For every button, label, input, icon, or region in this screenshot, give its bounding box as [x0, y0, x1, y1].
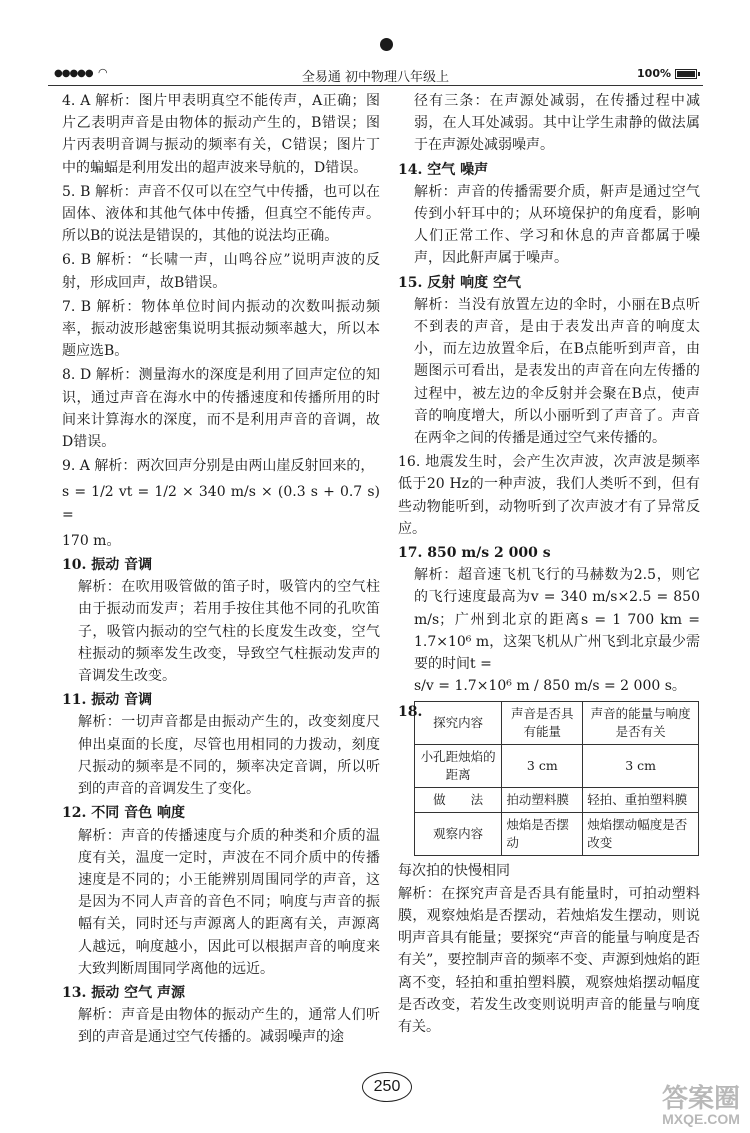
answer-17-head: 17. 850 m/s 2 000 s — [398, 545, 551, 562]
answer-9-head: 9. A 解析：两次回声分别是由两山崖反射回来的， — [62, 458, 375, 475]
table-cell: 拍动塑料膜 — [502, 788, 583, 813]
answer-14-body: 解析：声音的传播需要介质，鼾声是通过空气传到小轩耳中的；从环境保护的角度看，影响人们正常工作、学习和休息的声音都属于噪声，因此鼾声属于噪声。 — [414, 183, 700, 267]
book-title: 全易通 初中物理八年级上 — [301, 70, 450, 85]
watermark-logo — [662, 1085, 740, 1127]
table-cell: 轻拍、重拍塑料膜 — [583, 788, 699, 813]
table-row — [415, 788, 699, 813]
page-number: 250 — [362, 1072, 412, 1102]
battery-percent: 100% — [637, 67, 671, 80]
answer-14-head: 14. 空气 噪声 — [398, 161, 489, 178]
table-cell: 烛焰是否摆动 — [502, 813, 583, 856]
table-cell: 小孔距烛焰的距离 — [415, 745, 502, 788]
answer-5: 5. B 解析：声音不仅可以在空气中传播，也可以在固体、液体和其他气体中传播，但真空不能传声。所以B的说法是错误的，其他的说法均正确。 — [62, 183, 380, 245]
signal-icon: ●●●●● — [54, 68, 93, 79]
table-cell: 声音是否具有能量 — [502, 702, 583, 745]
status-bar — [48, 64, 703, 86]
table-row — [415, 745, 699, 788]
table-row — [415, 702, 699, 745]
camera-dot — [380, 38, 393, 51]
table-cell: 做 法 — [415, 788, 502, 813]
answer-17-body: 解析：超音速飞机飞行的马赫数为2.5，则它的飞行速度最高为v = 340 m/s×2.5 = 850 m/s；广州到北京的距离s = 1 700 km = 1.7×10⁶ m，这架飞机从广州飞到北京最少需要的时间t = — [414, 567, 700, 673]
answer-10-head: 10. 振动 音调 — [62, 557, 153, 574]
answer-13-head: 13. 振动 空气 声源 — [62, 984, 185, 1001]
answer-7: 7. B 解析：物体单位时间内振动的次数叫振动频率，振动波形越密集说明其振动频率越大，所以本题应选B。 — [62, 298, 380, 360]
answer-18-num: 18. — [398, 704, 423, 721]
battery-icon — [675, 69, 697, 79]
table-cell: 声音的能量与响度是否有关 — [583, 702, 699, 745]
table-cell: 观察内容 — [415, 813, 502, 856]
wifi-icon: ◠ — [98, 66, 108, 79]
table-cell: 烛焰摆动幅度是否改变 — [583, 813, 699, 856]
experiment-table — [414, 701, 699, 856]
right-column — [398, 90, 700, 1038]
table-row — [415, 813, 699, 856]
answer-12-body: 解析：声音的传播速度与介质的种类和介质的温度有关，温度一定时，声波在不同介质中的传播速度是不同的；小王能辨别周围同学的声音，这是因为不同人声音的音色不同；响度与声音的振幅有关，同时还与声源离人的距离有关，声源离人越远，响度越小，因此可以根据声音的响度来大致判断周围同学离他的远近。 — [78, 827, 380, 977]
table-cell: 3 cm — [502, 745, 583, 788]
table-cell: 3 cm — [583, 745, 699, 788]
battery-indicator — [637, 67, 697, 80]
answer-15-head: 15. 反射 响度 空气 — [398, 274, 521, 291]
left-column — [62, 90, 380, 1049]
table-cell: 探究内容 — [415, 702, 502, 745]
answer-11-body: 解析：一切声音都是由振动产生的，改变刻度尺伸出桌面的长度，尽管也用相同的力拨动，刻度尺振动的频率是不同的，频率决定音调，所以听到的声音的音调发生了变化。 — [78, 714, 380, 798]
answer-18-after: 每次拍的快慢相同 — [398, 863, 510, 880]
answer-11-head: 11. 振动 音调 — [62, 692, 153, 709]
answer-18-body: 解析：在探究声音是否具有能量时，可拍动塑料膜，观察烛焰是否摆动，若烛焰发生摆动，则说明声音具有能量；要探究“声音的能量与响度是否有关”，要控制声音的频率不变、声源到烛焰的距离不变，轻拍和重拍塑料膜，观察烛焰摆动幅度是否改变，若发生改变则说明声音的能量与响度有关。 — [398, 885, 700, 1035]
answer-13-body: 解析：声音是由物体的振动产生的，通常人们听到的声音是通过空气传播的。减弱噪声的途 — [78, 1007, 380, 1046]
answer-13-cont: 径有三条：在声源处减弱，在传播过程中减弱，在人耳处减弱。其中让学生肃静的做法属于在声源处减弱噪声。 — [414, 93, 700, 154]
answer-6: 6. B 解析：“长啸一声，山鸣谷应”说明声波的反射，形成回声，故B错误。 — [62, 252, 380, 291]
answer-16: 16. 地震发生时，会产生次声波，次声波是频率低于20 Hz的一种声波，我们人类听不到，但有些动物能听到，动物听到了次声波才有了异常反应。 — [398, 454, 700, 537]
answer-8: 8. D 解析：测量海水的深度是利用了回声定位的知识，通过声音在海水中的传播速度和传播所用的时间来计算海水的深度，而不是利用声音的音调，故D错误。 — [62, 367, 380, 451]
answer-17-formula: s/v = 1.7×10⁶ m / 850 m/s = 2 000 s。 — [414, 678, 686, 695]
answer-4: 4. A 解析：图片甲表明真空不能传声，A正确；图片乙表明声音是由物体的振动产生的，B错误；图片丙表明音调与振动的频率有关，C错误；图片丁中的蝙蝠是利用发出的超声波来导航的，D错误。 — [62, 93, 380, 176]
answer-12-head: 12. 不同 音色 响度 — [62, 805, 185, 822]
watermark-top: 答案圈 — [661, 1083, 740, 1113]
answer-9-result: 170 m。 — [62, 532, 121, 549]
answer-10-body: 解析：在吹用吸管做的笛子时，吸管内的空气柱由于振动而发声；若用手按住其他不同的孔吹笛子，吸管内振动的空气柱的长度发生改变，空气柱振动的频率发生改变，导致空气柱振动发声的音调发生改变。 — [78, 579, 380, 685]
answer-9-formula: s = 1/2 vt = 1/2 × 340 m/s × (0.3 s + 0.7 s) = — [62, 484, 380, 523]
watermark-bottom: MXQE.COM — [662, 1111, 740, 1127]
answer-15-body: 解析：当没有放置左边的伞时，小丽在B点听不到表的声音，是由于表发出声音的响度太小，而左边放置伞后，在B点能听到声音，由题图示可看出，是表发出的声音在向左传播的过程中，被左边的伞反射并会聚在B点，使声音的响度增大，所以小丽听到了声音了。声音在两伞之间的传播是通过空气来传播的。 — [414, 296, 700, 447]
answer-18 — [398, 701, 700, 856]
